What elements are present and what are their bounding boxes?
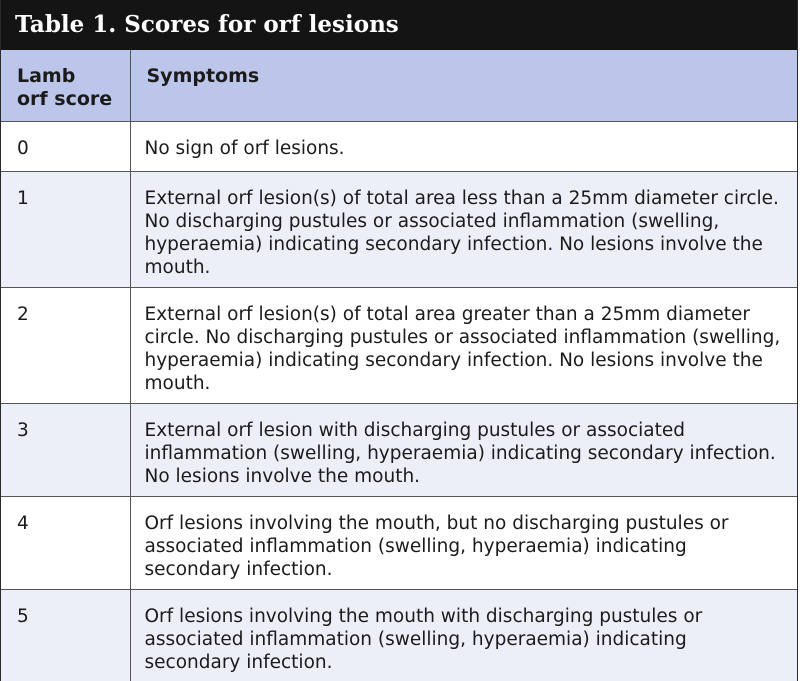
table-caption: Table 1. Scores for orf lesions: [1, 0, 797, 50]
header-score-line2: orf score: [17, 88, 113, 110]
symptoms-cell: External orf lesion(s) of total area greater than a 25mm diameter circle. No discharging pustules or associated inflammation (swelling, hyperaemia) indicating secondary infection. No lesions involve the mouth.: [130, 287, 797, 403]
symptoms-cell: Orf lesions involving the mouth, but no discharging pustules or associated inflammation (swelling, hyperaemia) indicating secondary infection.: [130, 496, 797, 589]
table-row: [1, 287, 797, 403]
score-cell: 5: [1, 589, 130, 681]
score-cell: 2: [1, 287, 130, 403]
score-cell: 0: [1, 121, 130, 171]
header-symptoms: Symptoms: [130, 50, 797, 121]
symptoms-cell: External orf lesion with discharging pustules or associated inflammation (swelling, hyperaemia) indicating secondary infection. No lesions involve the mouth.: [130, 403, 797, 496]
score-cell: 4: [1, 496, 130, 589]
table-row: [1, 171, 797, 287]
table-row: [1, 496, 797, 589]
score-cell: 3: [1, 403, 130, 496]
symptoms-cell: External orf lesion(s) of total area less than a 25mm diameter circle. No discharging pustules or associated inflammation (swelling, hyperaemia) indicating secondary infection. No lesions involve the mouth.: [130, 171, 797, 287]
table-row: [1, 403, 797, 496]
header-score: [1, 50, 130, 121]
table-row: [1, 121, 797, 171]
symptoms-cell: Orf lesions involving the mouth with discharging pustules or associated inflammation (swelling, hyperaemia) indicating secondary infection.: [130, 589, 797, 681]
score-table: [1, 50, 797, 681]
score-cell: 1: [1, 171, 130, 287]
table-row: [1, 589, 797, 681]
symptoms-cell: No sign of orf lesions.: [130, 121, 797, 171]
header-score-line1: Lamb: [17, 65, 76, 87]
header-row: [1, 50, 797, 121]
